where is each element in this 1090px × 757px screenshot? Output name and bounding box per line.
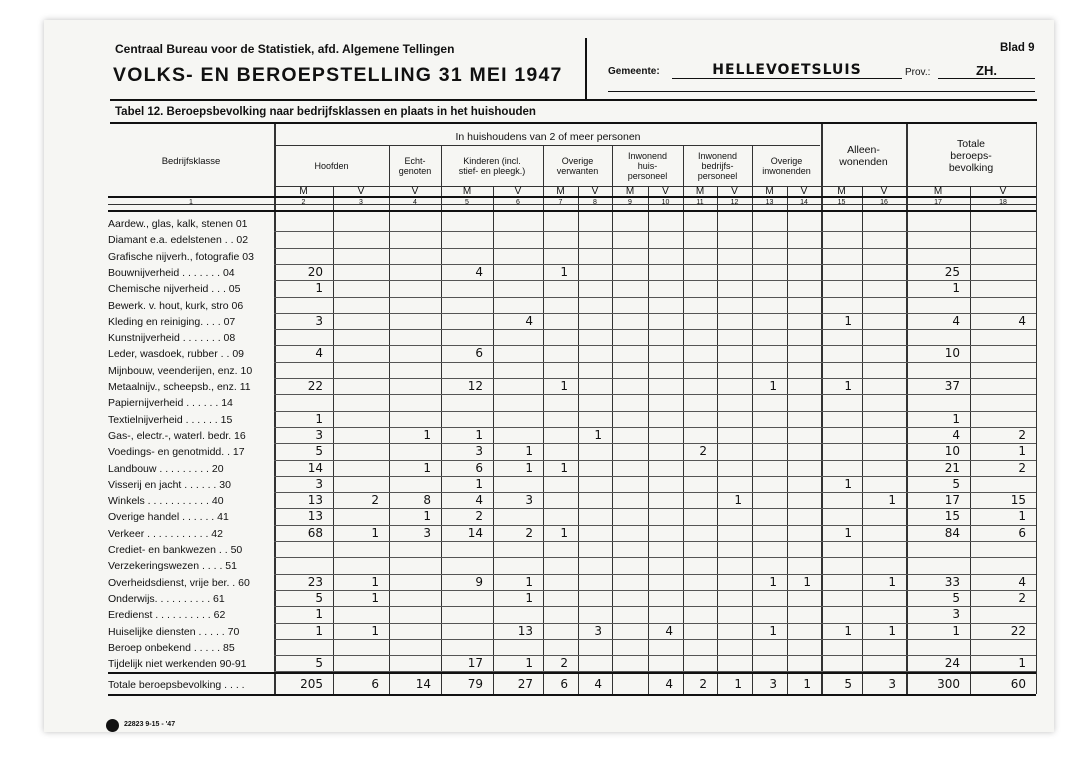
row-label: Crediet- en bankwezen . . 50 <box>108 544 243 556</box>
cell-value: 1 <box>525 656 533 671</box>
cell-value: 1 <box>423 509 431 524</box>
gemeente-label: Gemeente: <box>608 66 660 77</box>
cell-value: 3 <box>315 313 323 328</box>
total-value: 6 <box>371 677 379 692</box>
cell-value: 1 <box>525 460 533 475</box>
cell-value: 22 <box>307 379 323 393</box>
cell-value: 1 <box>525 590 533 605</box>
cell-value: 2 <box>1018 427 1026 442</box>
total-value: 5 <box>844 677 852 692</box>
header-organization: Centraal Bureau voor de Statistiek, afd. Algemene Tellingen <box>115 42 455 56</box>
form-code: 22823 9-15 - '47 <box>124 721 176 728</box>
row-label: Winkels . . . . . . . . . . . 40 <box>108 495 224 508</box>
grid-hline <box>108 210 1036 212</box>
cell-value: 1 <box>560 460 568 475</box>
cell-value: 33 <box>944 574 960 589</box>
table-title: Tabel 12. Beroepsbevolking naar bedrijfsklassen en plaats in het huishouden <box>115 106 536 118</box>
column-number: 2 <box>301 199 306 206</box>
cell-value: 3 <box>952 607 960 622</box>
cell-value: 13 <box>517 623 533 638</box>
group-label: Hoofden <box>314 161 349 171</box>
row-label: Kleding en reiniging. . . . 07 <box>108 315 236 328</box>
cell-value: 1 <box>315 281 323 296</box>
group-header: In huishoudens van 2 of meer personen <box>455 131 641 143</box>
cell-value: 1 <box>844 379 852 393</box>
row-line <box>274 541 1036 542</box>
sex-label: M <box>933 186 943 197</box>
cell-value: 3 <box>315 476 323 491</box>
sex-label: M <box>765 186 774 197</box>
cell-value: 2 <box>371 493 379 508</box>
cell-value: 1 <box>560 379 568 393</box>
row-label: Visserij en jacht . . . . . . 30 <box>108 478 231 491</box>
total-value: 1 <box>803 677 811 692</box>
grid-vline <box>862 186 863 694</box>
cell-value: 13 <box>307 509 323 524</box>
cell-value: 12 <box>467 379 483 393</box>
cell-value: 3 <box>525 493 533 508</box>
row-label: Mijnbouw, veenderijen, enz. 10 <box>108 364 253 377</box>
header-title: VOLKS- EN BEROEPSTELLING 31 MEI 1947 <box>113 64 563 86</box>
column-number: 15 <box>837 199 846 206</box>
cell-value: 1 <box>888 623 896 638</box>
cell-value: 1 <box>952 623 960 638</box>
total-value: 3 <box>888 677 896 692</box>
sex-label: V <box>662 186 669 197</box>
cell-value: 1 <box>844 313 852 328</box>
column-number: 11 <box>696 199 704 206</box>
cell-value: 4 <box>475 493 483 508</box>
cell-value: 1 <box>423 427 431 442</box>
total-value: 79 <box>467 677 483 692</box>
grid-vline <box>389 146 390 694</box>
grid-vline <box>717 186 718 694</box>
group-label: Alleen- wonenden <box>839 144 888 168</box>
grid-vline <box>648 186 649 694</box>
cell-value: 1 <box>371 623 379 638</box>
cell-value: 1 <box>952 411 960 426</box>
row-label: Overheidsdienst, vrije ber. . 60 <box>108 576 250 589</box>
cell-value: 6 <box>1018 525 1026 540</box>
cell-value: 4 <box>1018 313 1026 328</box>
cell-value: 1 <box>371 590 379 605</box>
column-number: 12 <box>730 199 739 206</box>
cell-value: 4 <box>315 346 323 361</box>
bedrijfsklasse-header: Bedrijfsklasse <box>161 156 221 167</box>
column-number: 5 <box>465 199 469 206</box>
sex-label: M <box>462 186 472 197</box>
row-line <box>274 362 1036 363</box>
cell-value: 15 <box>1010 493 1026 508</box>
header-rule <box>110 99 1037 101</box>
row-label: Tijdelijk niet werkenden 90-91 <box>108 658 247 671</box>
cell-value: 22 <box>1010 623 1026 638</box>
row-label: Metaalnijv., scheepsb., enz. 11 <box>108 381 251 393</box>
row-label: Verkeer . . . . . . . . . . . 42 <box>108 527 223 540</box>
cell-value: 10 <box>944 444 960 459</box>
row-label: Aardew., glas, kalk, stenen 01 <box>108 218 248 230</box>
cell-value: 1 <box>952 281 960 296</box>
row-label: Kunstnijverheid . . . . . . . 08 <box>108 332 236 345</box>
cell-value: 6 <box>475 460 483 475</box>
row-label: Leder, wasdoek, rubber . . 09 <box>108 348 245 361</box>
cell-value: 14 <box>307 460 323 475</box>
cell-value: 5 <box>952 590 960 605</box>
cell-value: 2 <box>1018 590 1026 605</box>
cell-value: 3 <box>594 623 602 638</box>
total-value: 2 <box>699 677 707 692</box>
group-label: Totale beroeps- bevolking <box>948 138 994 174</box>
cell-value: 1 <box>1018 656 1026 671</box>
cell-value: 2 <box>475 509 483 524</box>
row-line <box>274 639 1036 640</box>
sex-label: V <box>880 186 888 197</box>
sex-label: V <box>514 186 522 197</box>
row-label: Papiernijverheid . . . . . . 14 <box>108 397 233 410</box>
province-label: Prov.: <box>905 67 931 78</box>
row-label: Gas-, electr.-, waterl. bedr. 16 <box>108 429 246 442</box>
cell-value: 2 <box>525 525 533 540</box>
cell-value: 68 <box>307 525 323 540</box>
column-number: 18 <box>999 199 1007 206</box>
column-number: 9 <box>628 199 632 206</box>
row-line <box>274 329 1036 330</box>
cell-value: 1 <box>475 476 483 491</box>
cell-value: 1 <box>315 607 323 622</box>
sex-label: V <box>357 186 365 197</box>
column-number: 4 <box>413 199 417 206</box>
column-number: 16 <box>880 199 888 206</box>
cell-value: 21 <box>944 460 960 475</box>
header-divider <box>585 38 587 100</box>
cell-value: 10 <box>944 346 960 361</box>
sex-label: M <box>837 186 846 197</box>
group-label: Inwonend huis- personeel <box>627 151 668 181</box>
total-label: Totale beroepsbevolking . . . . <box>108 679 245 692</box>
row-label: Grafische nijverh., fotografie 03 <box>108 250 254 263</box>
row-line <box>274 297 1036 298</box>
row-label: Verzekeringswezen . . . . 51 <box>108 560 237 573</box>
total-value: 205 <box>300 677 323 692</box>
cell-value: 1 <box>769 623 777 638</box>
cell-value: 1 <box>1018 444 1026 459</box>
cell-value: 1 <box>560 264 568 279</box>
row-label: Bouwnijverheid . . . . . . . 04 <box>108 266 235 279</box>
cell-value: 14 <box>467 525 483 540</box>
cell-value: 25 <box>944 264 960 279</box>
total-value: 1 <box>734 677 742 692</box>
cell-value: 1 <box>888 493 896 508</box>
cell-value: 24 <box>944 656 960 671</box>
row-label: Landbouw . . . . . . . . . 20 <box>108 462 224 475</box>
column-number: 8 <box>593 199 597 206</box>
grid-vline <box>1036 124 1037 694</box>
cell-value: 8 <box>423 493 431 508</box>
cell-value: 17 <box>944 493 960 508</box>
cell-value: 2 <box>699 444 707 459</box>
group-label: Inwonend bedrijfs- personeel <box>697 151 738 181</box>
row-line <box>274 394 1036 395</box>
cell-value: 1 <box>844 623 852 638</box>
cell-value: 4 <box>665 623 673 638</box>
row-line <box>274 231 1036 232</box>
sex-label: V <box>999 186 1007 197</box>
total-value: 300 <box>937 677 960 692</box>
row-label: Diamant e.a. edelstenen . . 02 <box>108 234 249 247</box>
row-line <box>274 557 1036 558</box>
cell-value: 1 <box>769 379 777 393</box>
cell-value: 84 <box>944 525 960 540</box>
group-label: Kinderen (incl. stief- en pleegk.) <box>458 156 526 176</box>
sex-label: V <box>591 186 599 197</box>
row-label: Beroep onbekend . . . . . 85 <box>108 641 235 654</box>
grid-hline <box>276 145 820 146</box>
column-number: 3 <box>359 199 363 206</box>
grid-hline <box>108 672 1036 674</box>
cell-value: 4 <box>1018 574 1026 589</box>
cell-value: 1 <box>525 574 533 589</box>
cell-value: 1 <box>769 574 777 589</box>
cell-value: 3 <box>423 525 431 540</box>
grid-vline <box>543 146 544 694</box>
cell-value: 13 <box>307 493 323 508</box>
group-label: Overige verwanten <box>556 156 599 176</box>
cell-value: 1 <box>594 427 602 442</box>
cell-value: 1 <box>423 460 431 475</box>
sheet-number: Blad 9 <box>1000 42 1035 54</box>
row-label: Eredienst . . . . . . . . . . 62 <box>108 609 226 622</box>
row-label: Huiselijke diensten . . . . . 70 <box>108 625 240 638</box>
total-value: 27 <box>517 677 533 692</box>
sex-label: M <box>556 186 565 197</box>
sex-label: M <box>695 186 705 197</box>
row-line <box>274 248 1036 249</box>
cell-value: 1 <box>371 574 379 589</box>
cell-value: 4 <box>475 264 483 279</box>
cell-value: 9 <box>475 574 483 589</box>
grid-vline <box>493 186 494 694</box>
column-number: 6 <box>516 199 520 206</box>
cell-value: 1 <box>1018 509 1026 524</box>
cell-value: 17 <box>467 656 483 671</box>
cell-value: 2 <box>560 656 568 671</box>
row-label: Voedings- en genotmidd. . 17 <box>108 446 245 459</box>
cell-value: 5 <box>315 656 323 671</box>
cell-value: 5 <box>315 444 323 459</box>
cell-value: 1 <box>844 476 852 491</box>
group-label: Echt- genoten <box>398 156 432 176</box>
cell-value: 1 <box>525 444 533 459</box>
cell-value: 1 <box>475 427 483 442</box>
cell-value: 37 <box>944 379 960 393</box>
total-value: 3 <box>769 677 777 692</box>
column-number: 13 <box>765 199 774 206</box>
total-value: 60 <box>1010 677 1026 692</box>
sex-label: V <box>731 186 738 197</box>
group-label: Overige inwonenden <box>762 156 811 176</box>
row-label: Chemische nijverheid . . . 05 <box>108 283 241 296</box>
cbs-logo <box>106 719 119 732</box>
cell-value: 15 <box>944 509 960 524</box>
row-label: Onderwijs. . . . . . . . . . 61 <box>108 592 225 605</box>
cell-value: 6 <box>475 346 483 361</box>
row-label: Overige handel . . . . . . 41 <box>108 511 229 524</box>
cell-value: 5 <box>315 590 323 605</box>
cell-value: 1 <box>803 574 811 589</box>
cell-value: 1 <box>844 525 852 540</box>
sex-label: V <box>800 186 808 197</box>
cell-value: 1 <box>315 623 323 638</box>
sex-label: M <box>625 186 635 197</box>
cell-value: 23 <box>307 574 323 589</box>
cell-value: 3 <box>315 427 323 442</box>
total-value: 4 <box>665 677 673 692</box>
grid-vline <box>683 146 684 694</box>
row-label: Textielnijverheid . . . . . . 15 <box>108 413 233 426</box>
column-number: 10 <box>661 199 670 206</box>
column-number: 17 <box>934 199 942 206</box>
cell-value: 4 <box>952 427 960 442</box>
grid-vline <box>787 186 788 694</box>
cell-value: 5 <box>952 476 960 491</box>
sex-label: V <box>411 186 419 197</box>
province-value: ZH. <box>938 63 1035 79</box>
grid-vline <box>752 146 753 694</box>
column-number: 7 <box>558 199 563 206</box>
cell-value: 2 <box>1018 460 1026 475</box>
grid-vline <box>333 186 334 694</box>
table-top-rule <box>110 122 1037 124</box>
cell-value: 1 <box>560 525 568 540</box>
cell-value: 1 <box>371 525 379 540</box>
column-number: 14 <box>800 199 808 206</box>
total-value: 6 <box>560 677 568 692</box>
blank-entry-line <box>608 91 1035 92</box>
grid-vline <box>441 146 442 694</box>
gemeente-value: HELLEVOETSLUIS <box>672 62 902 79</box>
grid-vline <box>612 146 613 694</box>
row-label: Bewerk. v. hout, kurk, stro 06 <box>108 299 244 312</box>
cell-value: 3 <box>475 444 483 459</box>
col1-number: 1 <box>189 199 193 206</box>
cell-value: 4 <box>525 313 533 328</box>
cell-value: 4 <box>952 313 960 328</box>
cell-value: 20 <box>307 264 323 279</box>
total-value: 14 <box>415 677 431 692</box>
total-value: 4 <box>594 677 602 692</box>
cell-value: 1 <box>734 493 742 508</box>
sex-label: M <box>299 186 308 197</box>
cell-value: 1 <box>315 411 323 426</box>
grid-hline <box>108 694 1036 696</box>
cell-value: 1 <box>888 574 896 589</box>
